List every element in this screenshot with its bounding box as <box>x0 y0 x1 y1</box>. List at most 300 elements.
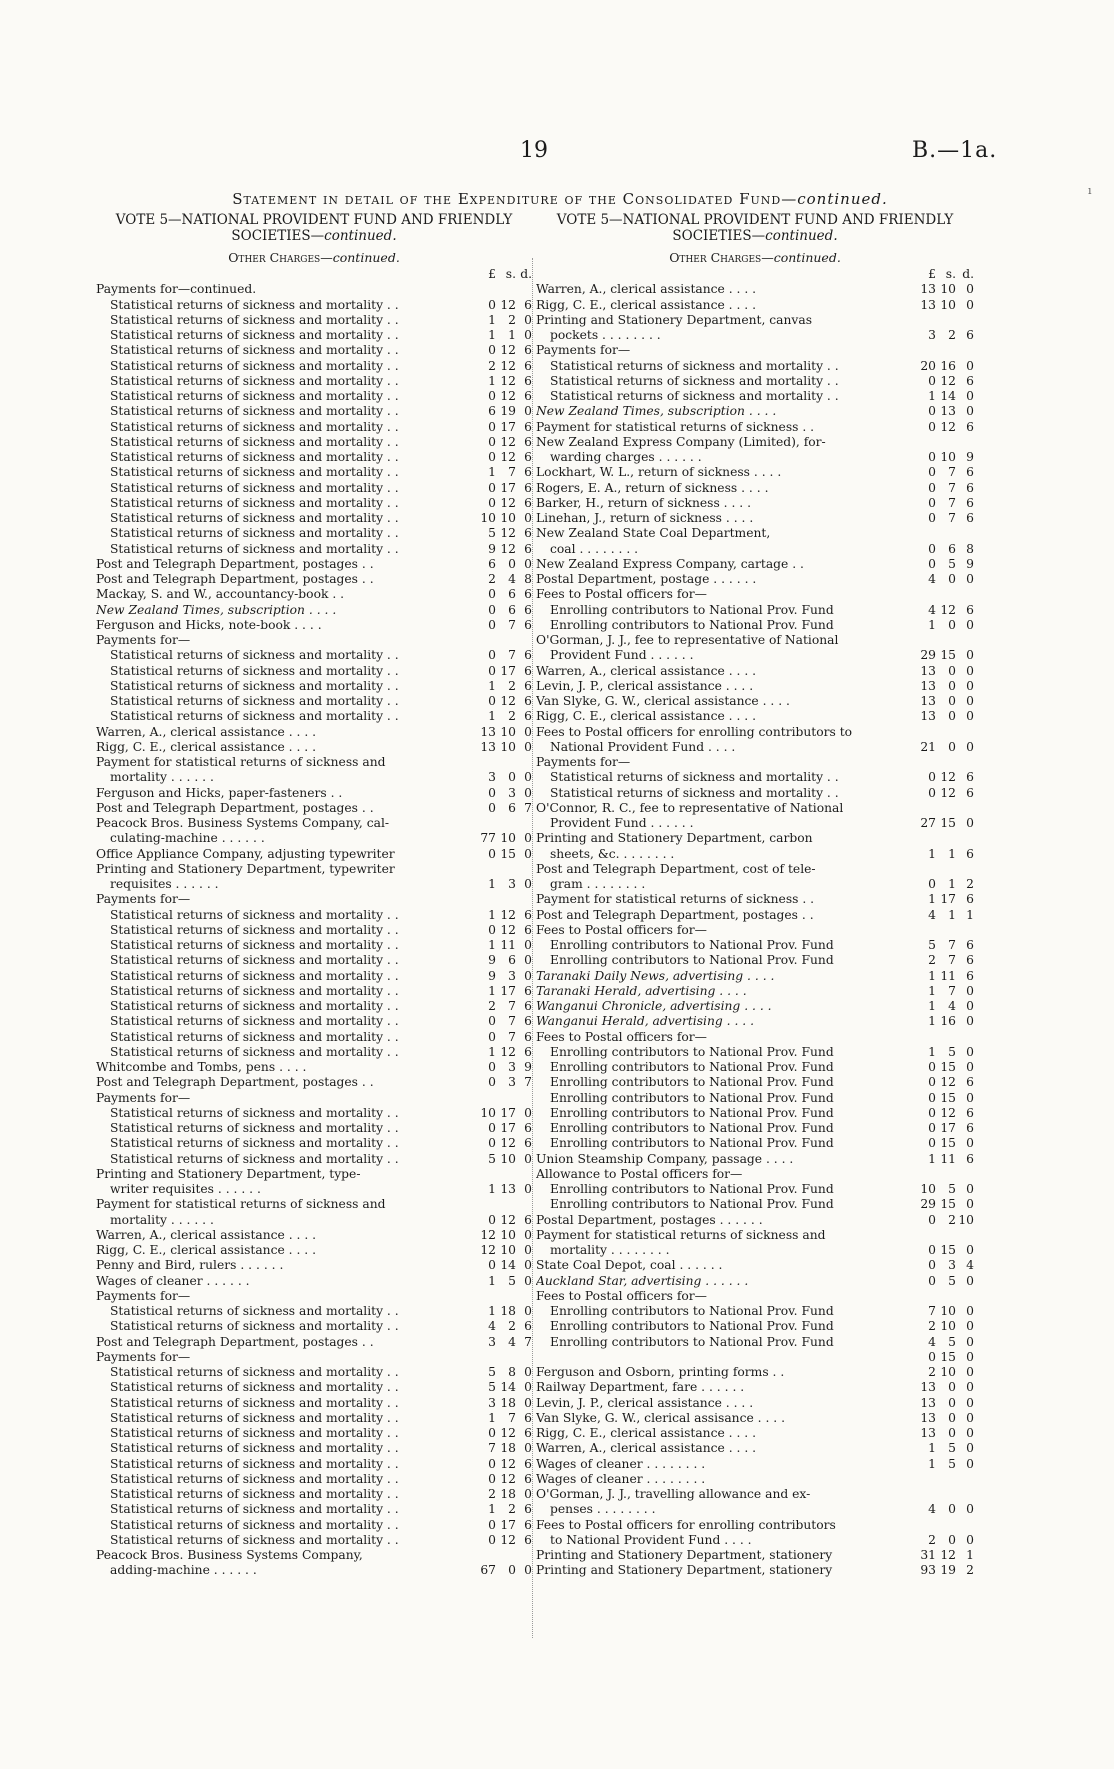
amount-pence: 6 <box>524 907 532 922</box>
item-description: Wages of cleaner . . . . . . <box>96 1273 250 1288</box>
amount-pence: 6 <box>524 587 532 602</box>
amount-pence: 6 <box>524 1410 532 1425</box>
amount <box>910 847 974 862</box>
amount-pence: 0 <box>966 404 974 419</box>
amount-pence: 0 <box>524 1365 532 1379</box>
item-description: Statistical returns of sickness and mortality . . <box>110 465 399 480</box>
amount-pence: 0 <box>966 297 974 312</box>
amount <box>910 1396 974 1411</box>
item-description: penses . . . . . . . . <box>550 1502 656 1517</box>
expenditure-row <box>96 542 532 557</box>
item-description: Statistical returns of sickness and mortality . . <box>110 1410 399 1425</box>
amount-pence: 6 <box>524 358 532 373</box>
amount-shillings: 5 <box>948 1456 956 1471</box>
expenditure-row <box>536 526 974 541</box>
expenditure-row <box>536 740 974 755</box>
amount-pence: 0 <box>966 572 974 586</box>
amount-pence: 6 <box>524 495 532 510</box>
amount-pence: 6 <box>966 1105 974 1120</box>
item-description: writer requisites . . . . . . <box>110 1182 261 1196</box>
amount-pence: 0 <box>966 358 974 373</box>
amount-pence: 0 <box>524 770 532 785</box>
amount <box>470 801 532 816</box>
item-description: Office Appliance Company, adjusting typewriter <box>96 846 395 861</box>
item-description: Statistical returns of sickness and mortality . . <box>110 1395 399 1410</box>
amount-pounds: 13 <box>920 1380 936 1395</box>
amount-pence: 6 <box>524 983 532 998</box>
amount-shillings: 0 <box>508 556 516 571</box>
amount-pounds: 0 <box>928 495 936 510</box>
item-description: Enrolling contributors to National Prov. Fund <box>550 1319 834 1334</box>
expenditure-row <box>536 1167 974 1182</box>
expenditure-row <box>536 1441 974 1456</box>
amount-pounds: 0 <box>488 1471 496 1486</box>
amount-pounds: 0 <box>928 1243 936 1257</box>
amount-pounds: 10 <box>480 1105 496 1120</box>
amount <box>470 313 532 328</box>
amount-pence: 0 <box>966 1014 974 1029</box>
expenditure-row <box>536 725 974 740</box>
amount-pence: 6 <box>524 678 532 693</box>
amount <box>910 908 974 923</box>
expenditure-row <box>536 1030 974 1045</box>
expenditure-row <box>536 496 974 511</box>
amount-pence: 0 <box>524 785 532 800</box>
expenditure-row <box>536 343 974 358</box>
expenditure-row <box>96 298 532 313</box>
expenditure-row <box>96 587 532 602</box>
expenditure-row <box>536 1289 974 1304</box>
amount-pence: 0 <box>966 1410 974 1425</box>
expenditure-row <box>96 1121 532 1136</box>
item-description: Rigg, C. E., clerical assistance . . . . <box>536 709 757 724</box>
amount-shillings: 0 <box>948 709 956 724</box>
expenditure-row <box>536 313 974 328</box>
amount-shillings: 10 <box>500 1243 516 1257</box>
amount <box>910 267 974 282</box>
amount-shillings: 7 <box>508 999 516 1013</box>
amount <box>470 572 532 587</box>
item-description: Warren, A., clerical assistance . . . . <box>536 282 757 297</box>
item-description: Enrolling contributors to National Prov. Fund <box>550 1090 834 1105</box>
expenditure-row <box>96 404 532 419</box>
amount-shillings: 7 <box>508 1029 516 1044</box>
expenditure-row <box>96 908 532 923</box>
amount-shillings: 12 <box>500 297 516 312</box>
expenditure-row <box>536 481 974 496</box>
amount <box>470 1106 532 1121</box>
item-description: Taranaki Herald, advertising . . . . <box>536 983 747 998</box>
amount-shillings: 17 <box>500 1517 516 1532</box>
amount-pounds: 10 <box>920 1182 936 1196</box>
item-description: Warren, A., clerical assistance . . . . <box>536 1441 757 1456</box>
amount-shillings: 5 <box>948 1044 956 1059</box>
amount-shillings: s. <box>945 267 956 281</box>
amount-pence: 0 <box>524 1227 532 1242</box>
amount-pounds: 0 <box>928 465 936 480</box>
vote-heading-continued: continued. <box>324 228 397 244</box>
expenditure-row <box>96 953 532 968</box>
amount-pounds: 5 <box>488 526 496 541</box>
item-description: Payments for—continued. <box>96 282 257 297</box>
amount-shillings: 12 <box>940 373 956 388</box>
amount <box>470 1182 532 1197</box>
item-description: Payments for— <box>96 1288 191 1303</box>
item-description: Payment for statistical returns of sickness . . <box>536 892 815 907</box>
expenditure-row <box>536 1533 974 1548</box>
amount-shillings: 14 <box>500 1258 516 1273</box>
amount-pounds: 0 <box>488 785 496 800</box>
amount-shillings: 1 <box>948 846 956 861</box>
item-description: New Zealand Times, subscription . . . . <box>536 404 777 419</box>
amount-pence: 0 <box>524 846 532 861</box>
expenditure-row <box>536 298 974 313</box>
amount-pounds: 0 <box>488 1532 496 1547</box>
item-description: Statistical returns of sickness and mortality . . <box>110 358 399 373</box>
amount-pence: 0 <box>524 877 532 891</box>
item-description: Enrolling contributors to National Prov. Fund <box>550 1197 834 1212</box>
expenditure-row <box>96 435 532 450</box>
amount-pence: 0 <box>966 1502 974 1517</box>
amount-shillings: 12 <box>500 541 516 556</box>
amount-pounds: 13 <box>480 724 496 739</box>
amount <box>470 557 532 572</box>
item-description: New Zealand State Coal Department, <box>536 526 771 541</box>
amount <box>470 481 532 496</box>
expenditure-row <box>96 1014 532 1029</box>
amount <box>910 1075 974 1090</box>
amount-shillings: 10 <box>940 1365 956 1379</box>
amount-pounds: 10 <box>480 511 496 525</box>
amount <box>910 1304 974 1319</box>
expenditure-row <box>536 1121 974 1136</box>
amount-pence: 9 <box>966 556 974 571</box>
item-description: Statistical returns of sickness and mortality . . <box>110 389 399 403</box>
item-description: Statistical returns of sickness and mortality . . <box>110 480 399 495</box>
amount-pence: 0 <box>524 1151 532 1166</box>
expenditure-row <box>536 1197 974 1212</box>
amount-shillings: 14 <box>500 1380 516 1395</box>
amount-shillings: 15 <box>940 1060 956 1074</box>
amount-pence: 6 <box>966 846 974 861</box>
item-description: Payment for statistical returns of sickness and <box>536 1227 826 1242</box>
amount <box>470 1365 532 1380</box>
amount-pence: 6 <box>966 465 974 480</box>
amount-shillings: 10 <box>940 450 956 464</box>
amount-pounds: 4 <box>928 907 936 922</box>
amount-pence: 6 <box>966 495 974 510</box>
expenditure-row <box>96 313 532 328</box>
amount-pounds: 3 <box>928 328 936 342</box>
amount-shillings: 18 <box>500 1395 516 1410</box>
amount-pence: 10 <box>958 1212 974 1227</box>
expenditure-row <box>96 481 532 496</box>
amount-pence: 0 <box>524 556 532 571</box>
amount-pence: 6 <box>524 480 532 495</box>
item-description: Statistical returns of sickness and mortality . . <box>110 999 399 1013</box>
amount-pence: 1 <box>966 1548 974 1562</box>
expenditure-row <box>536 1136 974 1151</box>
amount <box>910 892 974 907</box>
amount-shillings: 7 <box>948 953 956 968</box>
item-description: Statistical returns of sickness and mortality . . <box>110 343 399 358</box>
amount-shillings: 5 <box>508 1273 516 1288</box>
amount <box>910 1563 974 1578</box>
amount <box>470 1030 532 1045</box>
amount-pence: 0 <box>966 1365 974 1379</box>
amount-pounds: 0 <box>488 1258 496 1273</box>
amount-pounds: 0 <box>488 1212 496 1227</box>
amount-pence: 0 <box>966 1136 974 1151</box>
other-charges-continued: continued. <box>332 250 400 265</box>
item-description: coal . . . . . . . . <box>550 541 639 556</box>
amount <box>910 1426 974 1441</box>
amount-pence: 0 <box>966 999 974 1013</box>
amount-pounds: 0 <box>928 1121 936 1135</box>
amount-pence: 6 <box>524 1517 532 1532</box>
expenditure-row <box>96 1457 532 1472</box>
item-description: Statistical returns of sickness and mortality . . <box>110 1304 399 1318</box>
amount <box>470 465 532 480</box>
amount-shillings: 10 <box>940 282 956 297</box>
amount-shillings: 12 <box>500 1426 516 1440</box>
item-description: Statistical returns of sickness and mortality . . <box>110 938 399 952</box>
expenditure-row <box>536 984 974 999</box>
expenditure-row <box>96 633 532 648</box>
other-charges-heading-right <box>536 250 974 265</box>
amount-shillings: 10 <box>500 831 516 846</box>
expenditure-row <box>536 1228 974 1243</box>
other-charges-continued: continued. <box>773 250 841 265</box>
expenditure-row <box>536 618 974 633</box>
amount-pounds: 4 <box>488 1319 496 1334</box>
amount-pence: 0 <box>966 282 974 297</box>
item-description: Statistical returns of sickness and mortality . . <box>110 1014 399 1029</box>
amount-shillings: 0 <box>948 678 956 693</box>
amount-shillings: 2 <box>508 1502 516 1517</box>
expenditure-row <box>536 1457 974 1472</box>
amount-shillings: 16 <box>940 358 956 373</box>
amount <box>470 908 532 923</box>
item-description: Mackay, S. and W., accountancy-book . . <box>96 587 345 602</box>
item-description: Statistical returns of sickness and mortality . . <box>110 1441 399 1456</box>
document-reference: B.—1a. <box>912 138 998 163</box>
amount-shillings: 5 <box>948 556 956 571</box>
item-description: Enrolling contributors to National Prov. Fund <box>550 1121 834 1135</box>
amount <box>470 740 532 755</box>
amount <box>470 450 532 465</box>
expenditure-row <box>536 1014 974 1029</box>
other-charges-heading-left <box>96 250 532 265</box>
item-description: Statistical returns of sickness and mortality . . <box>110 1532 399 1547</box>
expenditure-row <box>96 603 532 618</box>
amount-pounds: 2 <box>488 572 496 586</box>
item-description: Printing and Stationery Department, typewriter <box>96 861 395 876</box>
expenditure-row <box>96 1518 532 1533</box>
item-description: Statistical returns of sickness and mortality . . <box>110 648 399 663</box>
amount-pence: 6 <box>524 1456 532 1471</box>
item-description: Statistical returns of sickness and mortality . . <box>110 953 399 968</box>
amount-pence: 0 <box>966 1349 974 1364</box>
expenditure-row <box>96 725 532 740</box>
amount <box>470 1014 532 1029</box>
amount-shillings: 18 <box>500 1304 516 1318</box>
item-description: Statistical returns of sickness and mortality . . <box>110 922 399 937</box>
amount-shillings: 19 <box>500 404 516 419</box>
item-description: Levin, J. P., clerical assistance . . . . <box>536 678 754 693</box>
item-description: Enrolling contributors to National Prov. Fund <box>550 1105 834 1120</box>
item-description: Statistical returns of sickness and mortality . . <box>110 1471 399 1486</box>
expenditure-row <box>536 679 974 694</box>
amount-pence: 0 <box>966 1044 974 1059</box>
amount <box>470 923 532 938</box>
item-description: mortality . . . . . . <box>110 770 214 785</box>
amount <box>470 679 532 694</box>
amount-pence: 0 <box>524 831 532 846</box>
amount <box>470 1411 532 1426</box>
amount-shillings: 12 <box>500 343 516 358</box>
expenditure-row <box>536 450 974 465</box>
amount-shillings: 6 <box>508 587 516 602</box>
amount-pence: 0 <box>524 953 532 968</box>
item-description: Enrolling contributors to National Prov. Fund <box>550 617 834 632</box>
amount <box>910 1182 974 1197</box>
expenditure-row <box>536 1518 974 1533</box>
expenditure-row <box>536 892 974 907</box>
amount-shillings: 17 <box>940 1121 956 1135</box>
expenditure-row <box>536 1502 974 1517</box>
amount-shillings: 2 <box>508 1319 516 1334</box>
amount <box>910 374 974 389</box>
item-description: Auckland Star, advertising . . . . . . <box>536 1273 749 1288</box>
amount <box>910 1441 974 1456</box>
amount <box>910 1365 974 1380</box>
item-description: Statistical returns of sickness and mortality . . <box>110 419 399 434</box>
amount-pounds: 2 <box>928 1319 936 1334</box>
amount <box>910 816 974 831</box>
amount-shillings: 12 <box>940 1075 956 1090</box>
amount-shillings: 10 <box>940 1319 956 1334</box>
amount-pence: 6 <box>966 1075 974 1090</box>
item-description: Payments for— <box>96 892 191 907</box>
amount <box>470 1487 532 1502</box>
item-description: Enrolling contributors to National Prov. Fund <box>550 1136 834 1151</box>
amount <box>910 1350 974 1365</box>
amount-pence: 0 <box>524 1182 532 1196</box>
item-description: Union Steamship Company, passage . . . . <box>536 1151 794 1166</box>
amount-pence: 0 <box>524 1563 532 1578</box>
amount-pence: 6 <box>966 953 974 968</box>
amount-pounds: 1 <box>488 373 496 388</box>
amount-shillings: 0 <box>948 1532 956 1547</box>
amount-pounds: 0 <box>488 1029 496 1044</box>
item-description: Statistical returns of sickness and mortality . . <box>550 373 839 388</box>
amount <box>470 587 532 602</box>
expenditure-row <box>536 1258 974 1273</box>
item-description: Enrolling contributors to National Prov. Fund <box>550 938 834 952</box>
amount-shillings: 0 <box>948 1380 956 1395</box>
item-description: Enrolling contributors to National Prov. Fund <box>550 1060 834 1074</box>
amount-pounds: 0 <box>928 419 936 434</box>
amount-pounds: 4 <box>928 1334 936 1349</box>
expenditure-row <box>96 1548 532 1563</box>
amount-pence: 6 <box>966 328 974 342</box>
amount <box>470 770 532 785</box>
item-description: sheets, &c. . . . . . . . <box>550 846 675 861</box>
amount-shillings: 15 <box>940 648 956 663</box>
amount-pounds: 3 <box>488 1395 496 1410</box>
item-description: O'Gorman, J. J., travelling allowance and ex- <box>536 1487 811 1501</box>
amount-pence: 0 <box>966 1304 974 1318</box>
amount-pence: 4 <box>966 1258 974 1273</box>
amount <box>470 1243 532 1258</box>
amount-pounds: 0 <box>928 1349 936 1364</box>
amount-shillings: 6 <box>508 602 516 617</box>
amount-pounds: 1 <box>928 617 936 632</box>
item-description: Provident Fund . . . . . . <box>550 648 694 663</box>
expenditure-row <box>536 1426 974 1441</box>
amount <box>470 526 532 541</box>
amount-pounds: 0 <box>488 1517 496 1532</box>
amount-pence: 0 <box>966 678 974 693</box>
item-description: Statistical returns of sickness and mortality . . <box>110 968 399 983</box>
amount-pounds: 0 <box>488 1121 496 1135</box>
amount-pence: 6 <box>524 450 532 464</box>
item-description: Ferguson and Hicks, paper-fasteners . . <box>96 785 343 800</box>
item-description: Statistical returns of sickness and mortality . . <box>110 1105 399 1120</box>
item-description: Wanganui Herald, advertising . . . . <box>536 1014 755 1029</box>
amount-pence: 6 <box>524 648 532 663</box>
amount-pounds: 13 <box>920 709 936 724</box>
amount-shillings: 12 <box>500 358 516 373</box>
item-description: Enrolling contributors to National Prov. Fund <box>550 1182 834 1196</box>
expenditure-row <box>536 786 974 801</box>
expenditure-row <box>536 389 974 404</box>
amount-pence: 0 <box>966 1273 974 1288</box>
amount <box>470 1563 532 1578</box>
amount <box>910 1380 974 1395</box>
amount-pounds: £ <box>928 267 936 281</box>
item-description: requisites . . . . . . <box>110 877 219 891</box>
expenditure-row <box>96 648 532 663</box>
expenditure-row <box>536 1060 974 1075</box>
item-description: Penny and Bird, rulers . . . . . . <box>96 1258 284 1273</box>
expenditure-row <box>536 282 974 297</box>
item-description: Statistical returns of sickness and mortality . . <box>110 1151 399 1166</box>
expenditure-row <box>96 1045 532 1060</box>
item-description: Rigg, C. E., clerical assistance . . . . <box>96 1243 317 1257</box>
amount-shillings: 14 <box>940 389 956 403</box>
expenditure-row <box>536 1091 974 1106</box>
amount-shillings: 15 <box>940 1243 956 1257</box>
amount-pence: 0 <box>524 1243 532 1257</box>
amount-pounds: 0 <box>928 1090 936 1105</box>
expenditure-row <box>96 1396 532 1411</box>
expenditure-row <box>96 1228 532 1243</box>
amount-pounds: 1 <box>488 1182 496 1196</box>
amount <box>470 420 532 435</box>
amount-pounds: 5 <box>488 1151 496 1166</box>
amount-pence: 0 <box>966 1441 974 1456</box>
amount-pence: d. <box>962 267 974 281</box>
expenditure-row <box>96 999 532 1014</box>
amount-pounds: 1 <box>488 907 496 922</box>
amount-pounds: 1 <box>928 1151 936 1166</box>
expenditure-row <box>96 1472 532 1487</box>
expenditure-row <box>96 1426 532 1441</box>
amount-shillings: 0 <box>948 1426 956 1440</box>
amount-pence: 2 <box>966 877 974 891</box>
